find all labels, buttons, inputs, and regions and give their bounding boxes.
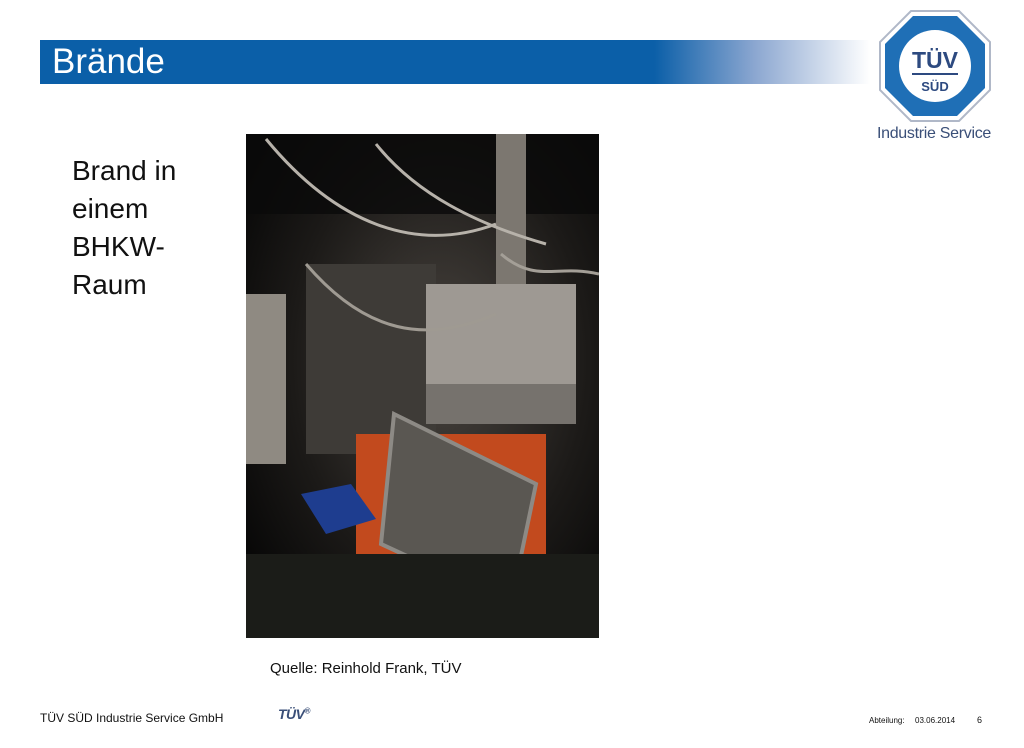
body-text <box>72 152 232 304</box>
photo-caption: Quelle: Reinhold Frank, TÜV <box>270 660 462 677</box>
body-line: BHKW- <box>72 231 165 262</box>
logo-sub-text: SÜD <box>921 79 949 94</box>
logo-main-text: TÜV <box>912 47 958 73</box>
body-line: einem <box>72 193 149 224</box>
logo-tagline: Industrie Service <box>876 125 992 142</box>
footer-date: 03.06.2014 <box>915 716 956 725</box>
footer-logo <box>278 706 310 722</box>
footer-page-number: 6 <box>977 715 983 725</box>
registered-mark: ® <box>304 706 310 716</box>
body-line: Raum <box>72 269 147 300</box>
footer-department-label: Abteilung: <box>869 716 905 725</box>
body-line: Brand in <box>72 155 177 186</box>
footer-logo-text: TÜV <box>278 706 305 722</box>
slide-title: Brände <box>52 42 165 81</box>
fire-damage-photo <box>246 134 599 638</box>
footer-company: TÜV SÜD Industrie Service GmbH <box>40 711 224 725</box>
